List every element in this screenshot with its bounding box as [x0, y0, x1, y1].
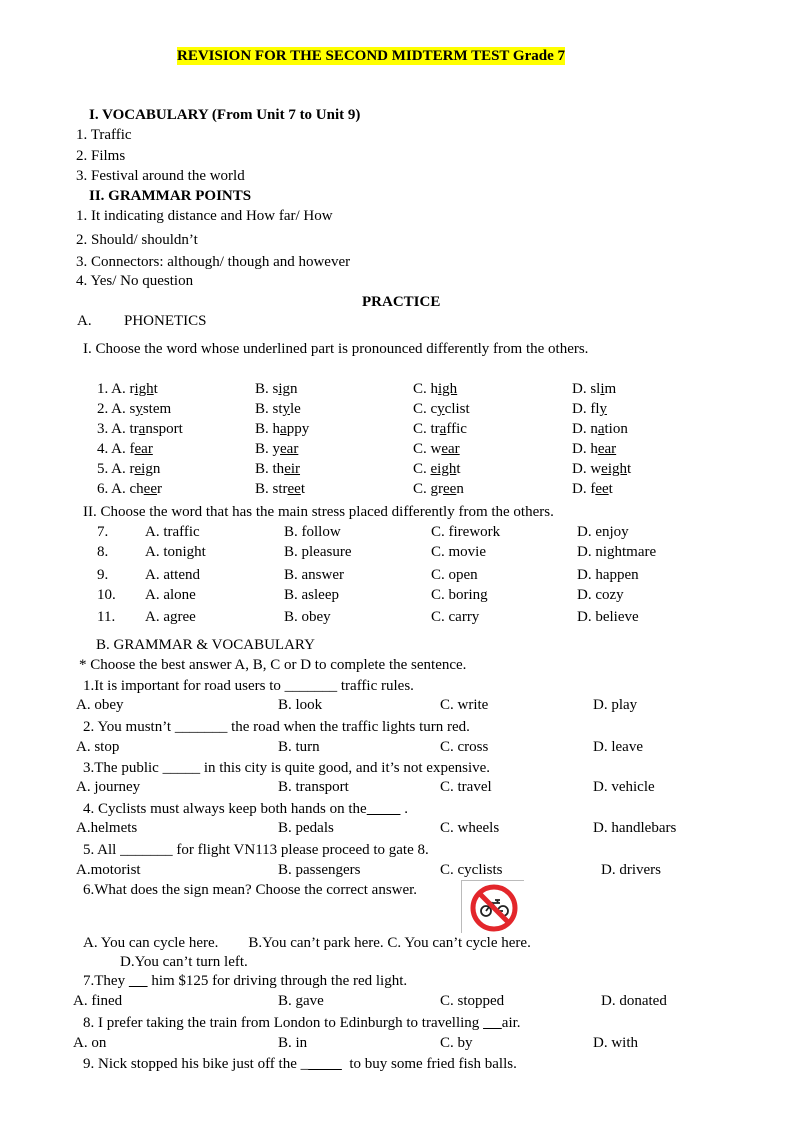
answer-options-line: A. You can cycle here. B.You can’t park here. C. You can’t cycle here.	[83, 935, 531, 951]
word-option: C. open	[431, 567, 478, 583]
vocab-item: 2. Films	[76, 148, 126, 164]
underlined-part: y	[437, 401, 445, 417]
word-part: 6. A. ch	[97, 481, 144, 497]
answer-option: D. with	[593, 1035, 638, 1051]
vocab-item: 3. Festival around the world	[76, 168, 245, 184]
word-part: B. str	[255, 481, 288, 497]
underlined-part: eigh	[601, 461, 627, 477]
underlined-part: eigh	[430, 461, 457, 477]
word-part: n	[290, 381, 298, 397]
answer-option: D. leave	[593, 739, 643, 755]
answer-option: D.You can’t turn left.	[120, 954, 248, 970]
answer-blank	[129, 973, 148, 989]
word-part: t	[627, 461, 632, 477]
question-stem: 1.It is important for road users to _______ traffic rules.	[83, 678, 414, 694]
word-part: t	[608, 481, 613, 497]
word-part: B. th	[255, 461, 285, 477]
underlined-part: ear	[280, 441, 299, 457]
question-stem: 7.They	[83, 973, 129, 989]
word-part: C. c	[413, 401, 438, 417]
grammar-item: 4. Yes/ No question	[76, 273, 194, 289]
word-part: tion	[604, 421, 628, 437]
answer-option: A. on	[73, 1035, 107, 1051]
word-part: ppy	[286, 421, 310, 437]
answer-option: D. vehicle	[593, 779, 655, 795]
word-part: t	[300, 481, 306, 497]
answer-blank	[483, 1015, 502, 1031]
word-option: C. boring	[431, 587, 488, 603]
document-title: REVISION FOR THE SECOND MIDTERM TEST Grade 7	[177, 48, 565, 64]
word-option	[255, 480, 305, 498]
phonetics-instruction-2: II. Choose the word that has the main stress placed differently from the others.	[83, 504, 554, 520]
section-a-title: PHONETICS	[124, 313, 207, 329]
word-option: D. happen	[577, 567, 639, 583]
word-option	[413, 380, 457, 398]
underlined-part: igh	[438, 381, 458, 397]
word-option: A. traffic	[145, 524, 200, 540]
word-option: C. movie	[431, 544, 486, 560]
question-stem-end: .	[400, 801, 408, 817]
word-part: D. h	[572, 441, 598, 457]
word-option	[413, 460, 461, 478]
section-a-letter: A.	[77, 313, 92, 329]
word-option: D. enjoy	[577, 524, 629, 540]
word-part: 3. A. tr	[97, 421, 139, 437]
underlined-part: ee	[287, 481, 301, 497]
underlined-part: ig	[278, 381, 291, 397]
word-option	[255, 460, 300, 478]
underlined-part: i	[600, 381, 605, 397]
word-option	[255, 400, 301, 418]
no-cycling-sign-icon	[461, 880, 524, 933]
underlined-part: ear	[134, 441, 153, 457]
word-part: D. fl	[572, 401, 600, 417]
word-option: D. believe	[577, 609, 639, 625]
answer-option: C. cross	[440, 739, 489, 755]
word-part: D. w	[572, 461, 602, 477]
answer-option: D. drivers	[601, 862, 661, 878]
phonetics-instruction-1: I. Choose the word whose underlined part is pronounced differently from the others.	[83, 341, 589, 357]
word-option	[572, 420, 628, 438]
question-stem: 6.What does the sign mean? Choose the correct answer.	[83, 882, 418, 898]
underlined-part: ear	[441, 441, 460, 457]
word-option	[572, 440, 616, 458]
answer-option: A. journey	[76, 779, 141, 795]
word-option: B. asleep	[284, 587, 339, 603]
grammar-item: 1. It indicating distance and How far/ How	[76, 208, 333, 224]
grammar-item: 3. Connectors: although/ though and however	[76, 254, 351, 270]
question-stem: 4. Cyclists must always keep both hands on the	[83, 801, 367, 817]
word-option	[255, 380, 298, 398]
word-option: C. firework	[431, 524, 501, 540]
word-option: A. attend	[145, 567, 200, 583]
word-option	[413, 480, 464, 498]
word-part: n	[152, 461, 161, 477]
answer-option: A.helmets	[76, 820, 138, 836]
answer-option: D. play	[593, 697, 638, 713]
word-part: n	[456, 481, 464, 497]
word-part: C. h	[413, 381, 439, 397]
question-number: 10.	[97, 587, 116, 603]
word-option: B. answer	[284, 567, 344, 583]
underlined-part: y	[135, 401, 143, 417]
word-part: B. s	[255, 381, 279, 397]
word-part: C.	[413, 461, 431, 477]
underlined-part: igh	[134, 381, 154, 397]
question-text	[83, 759, 490, 777]
question-text	[83, 881, 417, 899]
word-option	[97, 460, 160, 478]
word-option: A. alone	[145, 587, 196, 603]
word-part: D. f	[572, 481, 596, 497]
word-option: D. cozy	[577, 587, 624, 603]
question-text	[83, 841, 429, 859]
word-part: stem	[142, 401, 172, 417]
answer-option: C. stopped	[440, 993, 505, 1009]
word-option	[255, 440, 298, 458]
word-part: B. h	[255, 421, 281, 437]
word-option	[413, 400, 470, 418]
question-stem: 9. Nick stopped his bike just off the _	[83, 1056, 309, 1072]
question-number: 7.	[97, 524, 109, 540]
word-option: B. obey	[284, 609, 331, 625]
question-number: 8.	[97, 544, 109, 560]
question-number: 11.	[97, 609, 116, 625]
practice-heading: PRACTICE	[362, 294, 441, 310]
word-part: C. w	[413, 441, 442, 457]
word-option	[572, 380, 616, 398]
answer-option: B. pedals	[278, 820, 334, 836]
answer-blank	[367, 801, 401, 817]
question-text	[83, 1055, 517, 1073]
question-stem: 8. I prefer taking the train from London to Edinburgh to travelling	[83, 1015, 484, 1031]
answer-option: C. wheels	[440, 820, 500, 836]
question-text	[83, 800, 408, 818]
question-text	[83, 972, 407, 990]
grammar-item: 2. Should/ shouldn’t	[76, 232, 198, 248]
word-option: B. pleasure	[284, 544, 352, 560]
answer-option: D. donated	[601, 993, 667, 1009]
word-part: D. sl	[572, 381, 601, 397]
question-text	[83, 1014, 521, 1032]
word-part: ffic	[446, 421, 467, 437]
answer-option: B. turn	[278, 739, 320, 755]
word-part: 5. A. r	[97, 461, 135, 477]
word-option: C. carry	[431, 609, 480, 625]
answer-option: A.motorist	[76, 862, 141, 878]
question-text	[83, 718, 470, 736]
word-option	[572, 460, 631, 478]
answer-option: B. passengers	[278, 862, 361, 878]
question-stem-end: him $125 for driving through the red light.	[147, 973, 408, 989]
answer-option: C. write	[440, 697, 489, 713]
word-option: A. agree	[145, 609, 196, 625]
underlined-part: a	[138, 421, 146, 437]
word-part: C. gr	[413, 481, 443, 497]
underlined-part: ee	[595, 481, 609, 497]
underlined-part: eig	[134, 461, 153, 477]
question-stem-end: air.	[501, 1015, 521, 1031]
word-option: A. tonight	[145, 544, 206, 560]
word-part: t	[153, 381, 158, 397]
grammar-heading: II. GRAMMAR POINTS	[89, 188, 252, 204]
word-part: nsport	[145, 421, 183, 437]
word-option	[255, 420, 309, 438]
question-number: 9.	[97, 567, 109, 583]
answer-blank	[308, 1056, 342, 1072]
word-option	[97, 440, 153, 458]
word-option	[572, 480, 613, 498]
underlined-part: ear	[597, 441, 617, 457]
answer-option: D. handlebars	[593, 820, 677, 836]
question-stem: 5. All _______ for flight VN113 please proceed to gate 8.	[83, 842, 429, 858]
underlined-part: y	[282, 401, 291, 417]
question-stem: 2. You mustn’t _______ the road when the traffic lights turn red.	[83, 719, 470, 735]
word-option	[97, 380, 158, 398]
question-text	[83, 677, 414, 695]
answer-option: C. travel	[440, 779, 492, 795]
answer-option: C. cyclists	[440, 862, 503, 878]
word-option	[97, 420, 183, 438]
word-option	[413, 440, 460, 458]
word-part: C. tr	[413, 421, 440, 437]
question-stem: 3.The public _____ in this city is quite good, and it’s not expensive.	[83, 760, 491, 776]
underlined-part: a	[597, 421, 605, 437]
answer-option: C. by	[440, 1035, 473, 1051]
section-b-title: B. GRAMMAR & VOCABULARY	[96, 637, 315, 653]
question-stem-end: to buy some fried fish balls.	[341, 1056, 517, 1072]
word-option	[97, 480, 162, 498]
underlined-part: eir	[284, 461, 301, 477]
word-part: le	[290, 401, 301, 417]
underlined-part: ee	[443, 481, 457, 497]
underlined-part: ee	[143, 481, 157, 497]
word-part: B. y	[255, 441, 281, 457]
answer-option: A. fined	[73, 993, 123, 1009]
answer-option: B. transport	[278, 779, 349, 795]
answer-option: B. gave	[278, 993, 324, 1009]
vocabulary-heading: I. VOCABULARY (From Unit 7 to Unit 9)	[89, 107, 361, 123]
section-b-instruction: * Choose the best answer A, B, C or D to complete the sentence.	[79, 657, 467, 673]
answer-option: A. obey	[76, 697, 124, 713]
word-part: 4. A. f	[97, 441, 135, 457]
word-option: D. nightmare	[577, 544, 657, 560]
word-part: 2. A. s	[97, 401, 136, 417]
word-part: m	[604, 381, 617, 397]
answer-option: A. stop	[76, 739, 120, 755]
answer-option: B. in	[278, 1035, 308, 1051]
word-option	[413, 420, 467, 438]
word-part: D. n	[572, 421, 598, 437]
word-option	[97, 400, 171, 418]
vocab-item: 1. Traffic	[76, 127, 132, 143]
word-part: r	[157, 481, 162, 497]
word-part: 1. A. r	[97, 381, 135, 397]
underlined-part: a	[439, 421, 447, 437]
word-part: clist	[444, 401, 470, 417]
underlined-part: y	[599, 401, 607, 417]
answer-option: B. look	[278, 697, 323, 713]
word-part: t	[456, 461, 461, 477]
underlined-part: a	[280, 421, 287, 437]
word-option	[572, 400, 607, 418]
word-part: B. st	[255, 401, 283, 417]
word-option: B. follow	[284, 524, 341, 540]
